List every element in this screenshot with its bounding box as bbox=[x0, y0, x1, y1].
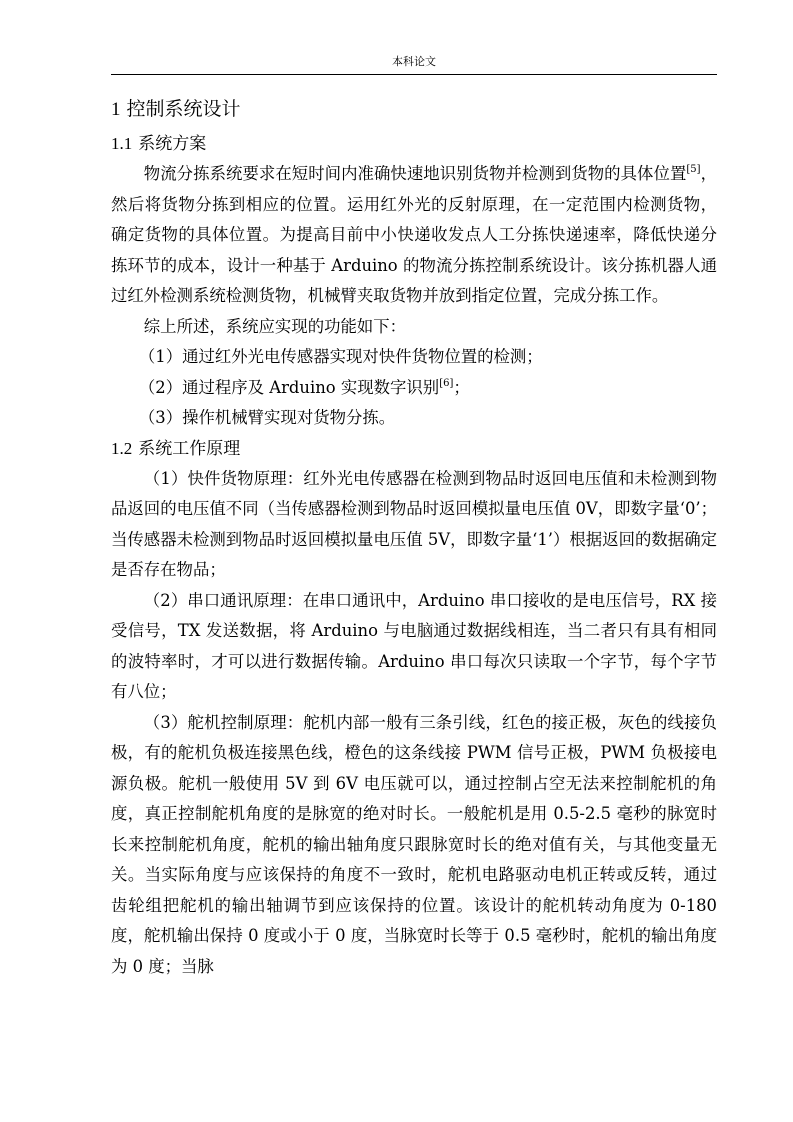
section-number: 1.2 bbox=[111, 438, 133, 458]
paragraph-text: ，然后将货物分拣到相应的位置。运用红外光的反射原理，在一定范围内检测货物，确定货物的具体位置。为提高目前中小快递收发点人工分拣快递速率，降低快递分拣环节的成本，设计一种基于 Arduino 的物流分拣控制系统设计。该分拣机器人通过红外检测系统检测货物，机械臂夹取货物并放到指定位置，完成分拣工作。 bbox=[111, 164, 718, 305]
section-number: 1 bbox=[111, 99, 121, 120]
paragraph: （1）快件货物原理：红外光电传感器在检测到物品时返回电压值和未检测到物品返回的电压值不同（当传感器检测到物品时返回模拟量电压值 0V，即数字量‘0’；当传感器未检测到物品时返回模拟量电压值 5V，即数字量‘1’）根据返回的数据确定是否存在物品； bbox=[111, 468, 717, 579]
citation: [6] bbox=[439, 377, 454, 389]
section-title: 系统工作原理 bbox=[138, 438, 241, 459]
list-item-text: （2）通过程序及 Arduino 实现数字识别 bbox=[138, 377, 440, 397]
paragraph: （3）舵机控制原理：舵机内部一般有三条引线，红色的接正极，灰色的线接负极，有的舵机负极连接黑色线，橙色的这条线接 PWM 信号正极，PWM 负极接电源负极。舵机一般使用 5V 到 6V 电压就可以，通过控制占空无法来控制舵机的角度，真正控制舵机角度的是脉宽的绝对时长。一般舵机是用 0.5-2.5 毫秒的脉宽时长来控制舵机角度，舵机的输出轴角度只跟脉宽时长的绝对值有关，与其他变量无关。当实际角度与应该保持的角度不一致时，舵机电路驱动电机正转或反转，通过齿轮组把舵机的输出轴调节到应该保持的位置。该设计的舵机转动角度为 0-180 度，舵机输出保持 0 度或小于 0 度，当脉宽时长等于 0.5 毫秒时，舵机的输出角度为 0 度；当脉 bbox=[111, 712, 717, 976]
section-number: 1.1 bbox=[111, 134, 133, 153]
paragraph bbox=[111, 159, 717, 312]
paragraph: 综上所述，系统应实现的功能如下： bbox=[143, 316, 407, 336]
page-header: 本科论文 bbox=[392, 55, 436, 68]
list-item: （1）通过红外光电传感器实现对快件货物位置的检测； bbox=[138, 347, 543, 366]
section-title: 系统方案 bbox=[138, 134, 207, 154]
paragraph-text: 物流分拣系统要求在短时间内准确快速地识别货物并检测到货物的具体位置 bbox=[143, 164, 687, 183]
header-rule bbox=[111, 74, 717, 75]
section-1-1-heading bbox=[111, 129, 717, 159]
paragraph: （2）串口通讯原理：在串口通讯中，Arduino 串口接收的是电压信号，RX 接受信号，TX 发送数据，将 Arduino 与电脑通过数据线相连，当二者只有具有相同的波特率时，才可以进行数据传输。Arduino 串口每次只读取一个字节，每个字节有八位； bbox=[111, 590, 717, 701]
section-1-2-heading bbox=[111, 434, 717, 464]
citation: [5] bbox=[686, 164, 701, 175]
section-1-heading bbox=[111, 92, 717, 127]
list-item bbox=[111, 373, 717, 404]
section-title: 控制系统设计 bbox=[126, 98, 241, 120]
document-body bbox=[111, 92, 717, 982]
list-item-text: ； bbox=[453, 377, 470, 397]
list-item: （3）操作机械臂实现对货物分拣。 bbox=[138, 408, 396, 427]
